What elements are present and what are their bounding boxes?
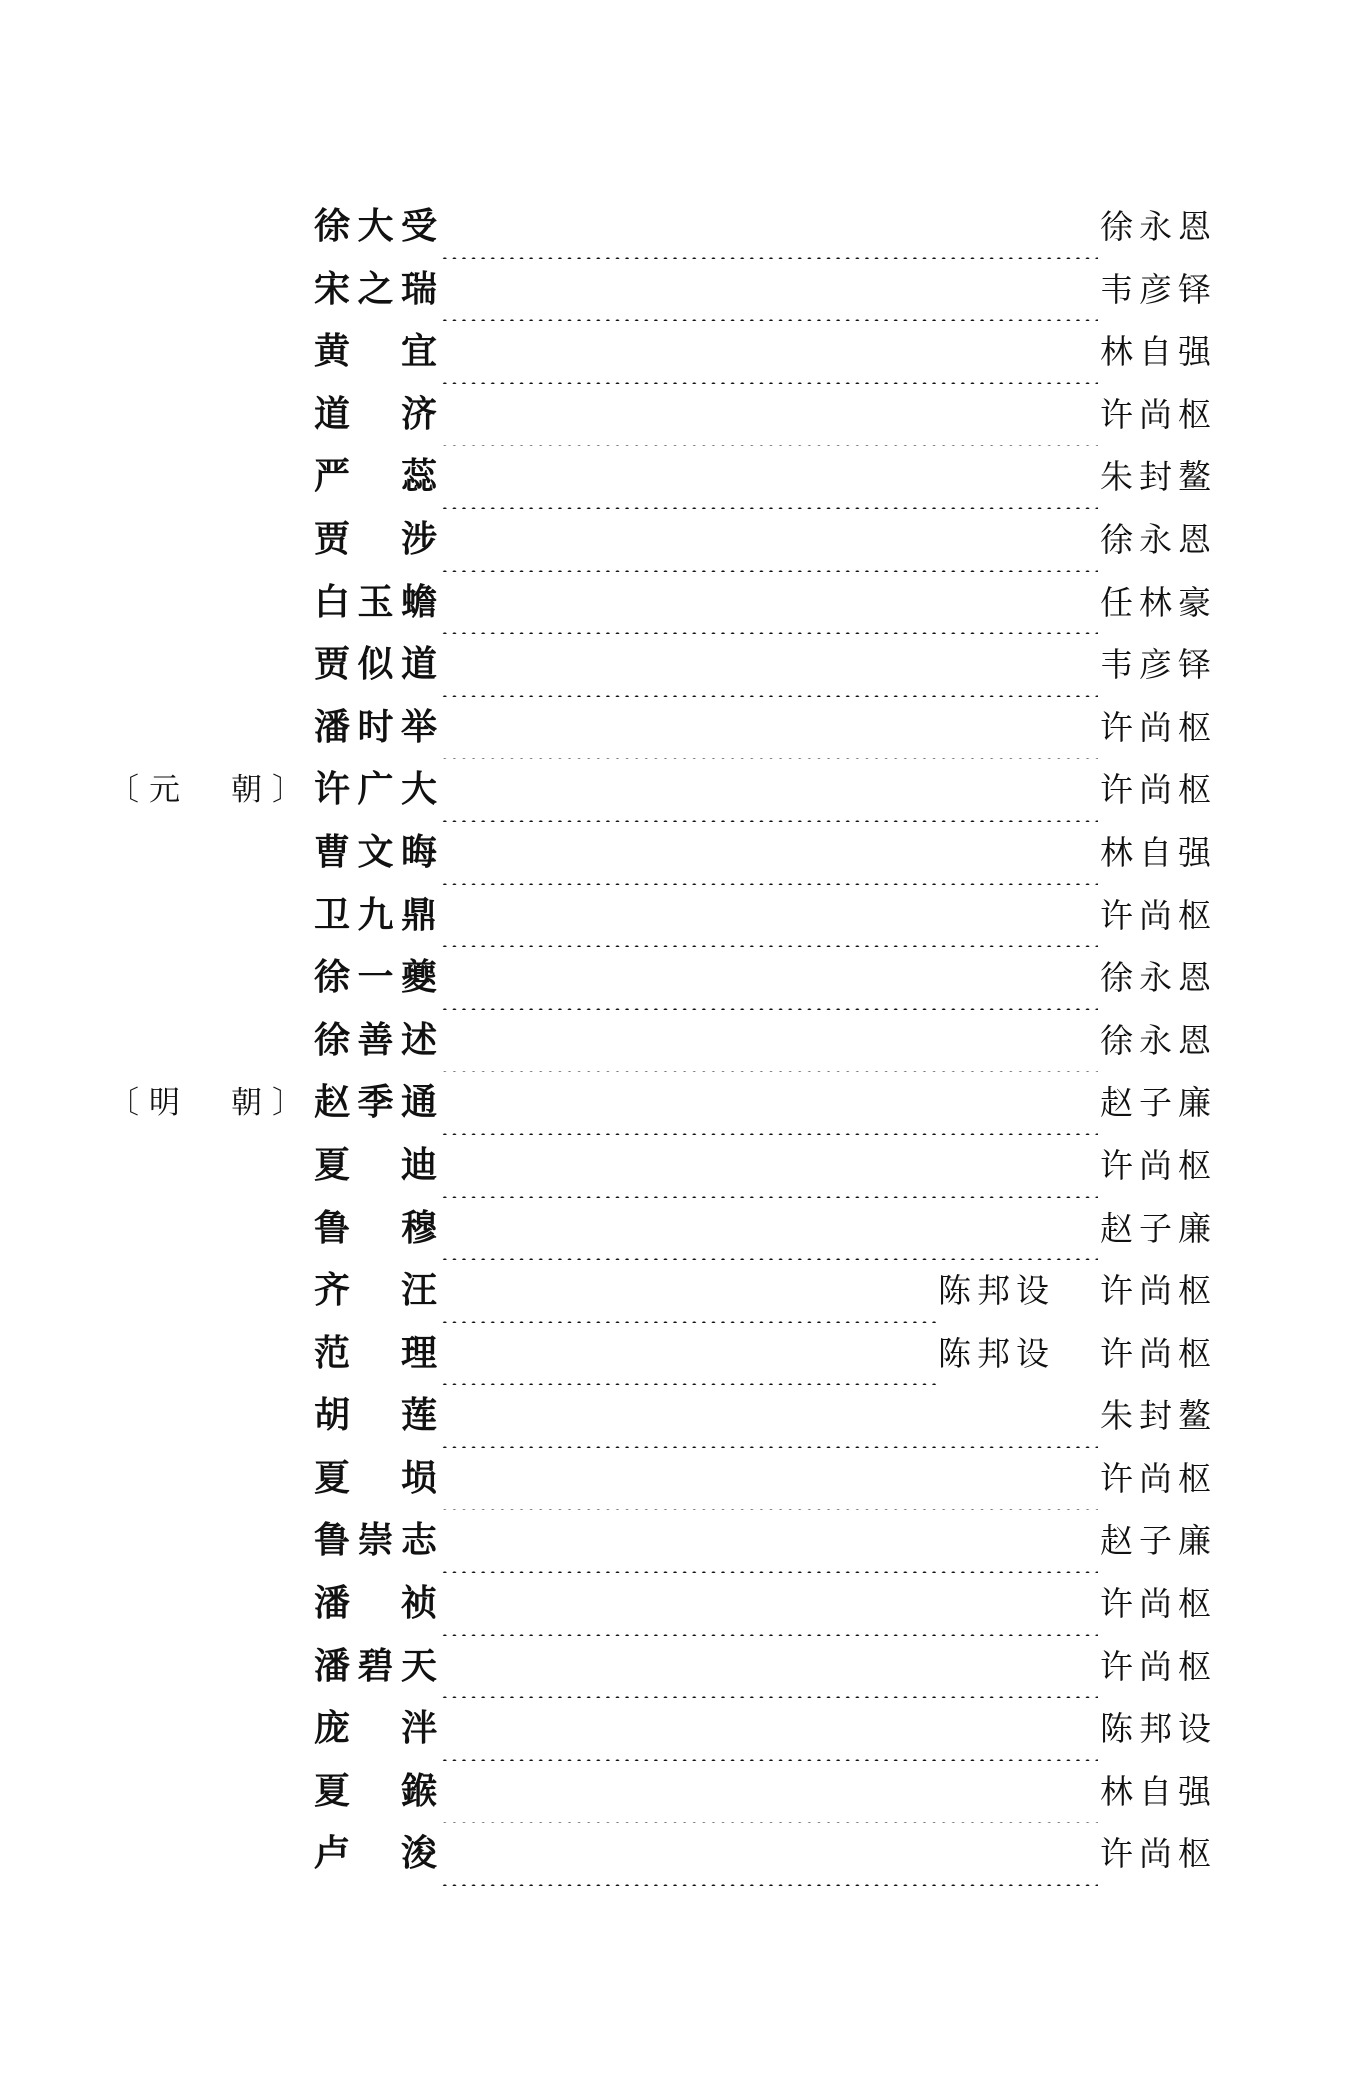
- entry-author: 许尚枢: [1100, 1584, 1217, 1624]
- toc-entry: [0, 1260, 1351, 1323]
- toc-entry: [0, 196, 1351, 259]
- entry-name: 潘 祯: [314, 1583, 438, 1625]
- toc-entry: [0, 384, 1351, 447]
- entry-name: 范 理: [314, 1332, 438, 1374]
- entry-author: 朱封鳌: [1100, 457, 1217, 497]
- toc-entry: [0, 1698, 1351, 1761]
- entry-author: 徐永恩: [1100, 1020, 1217, 1060]
- entry-author: 徐永恩: [1100, 519, 1217, 559]
- dot-leader: [440, 759, 1098, 822]
- dot-leader: [440, 1135, 1098, 1198]
- toc-entry: [0, 321, 1351, 384]
- entry-author: 朱封鳌: [1100, 1396, 1217, 1436]
- dot-leader: [440, 1698, 1098, 1761]
- entry-author: 许尚枢: [1100, 1333, 1217, 1373]
- toc-entry: [0, 1636, 1351, 1699]
- entry-author: 任林豪: [1100, 582, 1217, 622]
- toc-entry: [0, 759, 1351, 822]
- toc-entry: [0, 1198, 1351, 1261]
- entry-author: 许尚枢: [1100, 895, 1217, 935]
- entry-name: 贾 似 道: [314, 644, 438, 686]
- entry-name: 曹 文 晦: [314, 831, 438, 873]
- toc-entry: [0, 259, 1351, 322]
- dot-leader: [440, 446, 1098, 509]
- dot-leader: [440, 1573, 1098, 1636]
- dot-leader: [440, 947, 1098, 1010]
- entry-name: 黄 宜: [314, 331, 438, 373]
- toc-entry: [0, 1573, 1351, 1636]
- toc-entry: [0, 1135, 1351, 1198]
- entry-author: 陈邦设: [1100, 1709, 1217, 1749]
- dot-leader: [440, 1323, 936, 1386]
- toc-entry: [0, 509, 1351, 572]
- entry-author: 许尚枢: [1100, 1646, 1217, 1686]
- entry-name: 贾 涉: [314, 518, 438, 560]
- entry-name: 夏 迪: [314, 1144, 438, 1186]
- toc-entry: [0, 1448, 1351, 1511]
- entry-name: 白 玉 蟾: [314, 581, 438, 623]
- toc-entry: [0, 822, 1351, 885]
- entry-author: 许尚枢: [1100, 1458, 1217, 1498]
- toc-entry: [0, 634, 1351, 697]
- entry-author: 韦彦铎: [1100, 269, 1217, 309]
- toc-entry: [0, 446, 1351, 509]
- toc-entry: [0, 1823, 1351, 1886]
- entry-name: 卫 九 鼎: [314, 894, 438, 936]
- toc-entry: [0, 697, 1351, 760]
- entry-author: 许尚枢: [1100, 1834, 1217, 1874]
- entry-name: 许 广 大: [314, 769, 438, 811]
- entry-author: 赵子廉: [1100, 1208, 1217, 1248]
- entry-author: 许尚枢: [1100, 707, 1217, 747]
- dot-leader: [440, 1761, 1098, 1824]
- dot-leader: [440, 1260, 936, 1323]
- entry-author: 许尚枢: [1100, 1145, 1217, 1185]
- dot-leader: [440, 196, 1098, 259]
- dot-leader: [440, 697, 1098, 760]
- entry-name: 潘 碧 天: [314, 1645, 438, 1687]
- entry-name: 潘 时 举: [314, 706, 438, 748]
- entry-name: 卢 浚: [314, 1833, 438, 1875]
- entry-author: 赵子廉: [1100, 1083, 1217, 1123]
- dot-leader: [440, 634, 1098, 697]
- dot-leader: [440, 1448, 1098, 1511]
- entry-name: 鲁 崇 志: [314, 1520, 438, 1562]
- dynasty-label: [108, 1072, 303, 1135]
- toc-entry: [0, 1072, 1351, 1135]
- dot-leader: [440, 1636, 1098, 1699]
- entry-name: 徐 大 受: [314, 206, 438, 247]
- entry-author: 许尚枢: [1100, 394, 1217, 434]
- entry-name: 徐 一 夔: [314, 957, 438, 999]
- entry-author: 陈邦设: [938, 1333, 1055, 1373]
- dot-leader: [440, 572, 1098, 635]
- entry-name: 夏 鍭: [314, 1770, 438, 1812]
- entry-name: 道 济: [314, 393, 438, 435]
- dynasty-label: [108, 759, 303, 822]
- entry-author: 许尚枢: [1100, 1271, 1217, 1311]
- entry-name: 严 蕊: [314, 456, 438, 498]
- dot-leader: [440, 1072, 1098, 1135]
- entry-name: 夏 埙: [314, 1457, 438, 1499]
- entry-author: 林自强: [1100, 832, 1217, 872]
- toc-entry: [0, 1010, 1351, 1073]
- toc-entry: [0, 1385, 1351, 1448]
- entry-author: 韦彦铎: [1100, 645, 1217, 685]
- dot-leader: [440, 509, 1098, 572]
- entry-name: 徐 善 述: [314, 1019, 438, 1061]
- entry-name: 宋 之 瑞: [314, 268, 438, 310]
- dot-leader: [440, 822, 1098, 885]
- dot-leader: [440, 259, 1098, 322]
- toc-entry: [0, 572, 1351, 635]
- entry-name: 鲁 穆: [314, 1207, 438, 1249]
- toc-entry: [0, 885, 1351, 948]
- dot-leader: [440, 321, 1098, 384]
- entry-author: 陈邦设: [938, 1271, 1055, 1311]
- toc-entry: [0, 947, 1351, 1010]
- dot-leader: [440, 1198, 1098, 1261]
- dot-leader: [440, 1823, 1098, 1886]
- entry-author: 林自强: [1100, 332, 1217, 372]
- dot-leader: [440, 384, 1098, 447]
- dot-leader: [440, 1010, 1098, 1073]
- entry-name: 赵 季 通: [314, 1082, 438, 1124]
- toc-entry: [0, 1510, 1351, 1573]
- entry-name: 齐 汪: [314, 1270, 438, 1312]
- dynasty-text: 〔元 朝〕: [108, 772, 303, 809]
- dot-leader: [440, 885, 1098, 948]
- entry-author: 徐永恩: [1100, 207, 1217, 246]
- entry-author: 许尚枢: [1100, 770, 1217, 810]
- entry-author: 徐永恩: [1100, 958, 1217, 998]
- toc-entry: [0, 1323, 1351, 1386]
- dot-leader: [440, 1385, 1098, 1448]
- entry-author: 赵子廉: [1100, 1521, 1217, 1561]
- entry-name: 庞 泮: [314, 1708, 438, 1750]
- table-of-contents: [0, 196, 1351, 1886]
- dynasty-text: 〔明 朝〕: [108, 1085, 303, 1122]
- entry-name: 胡 莲: [314, 1395, 438, 1437]
- toc-entry: [0, 1761, 1351, 1824]
- dot-leader: [440, 1510, 1098, 1573]
- entry-author: 林自强: [1100, 1771, 1217, 1811]
